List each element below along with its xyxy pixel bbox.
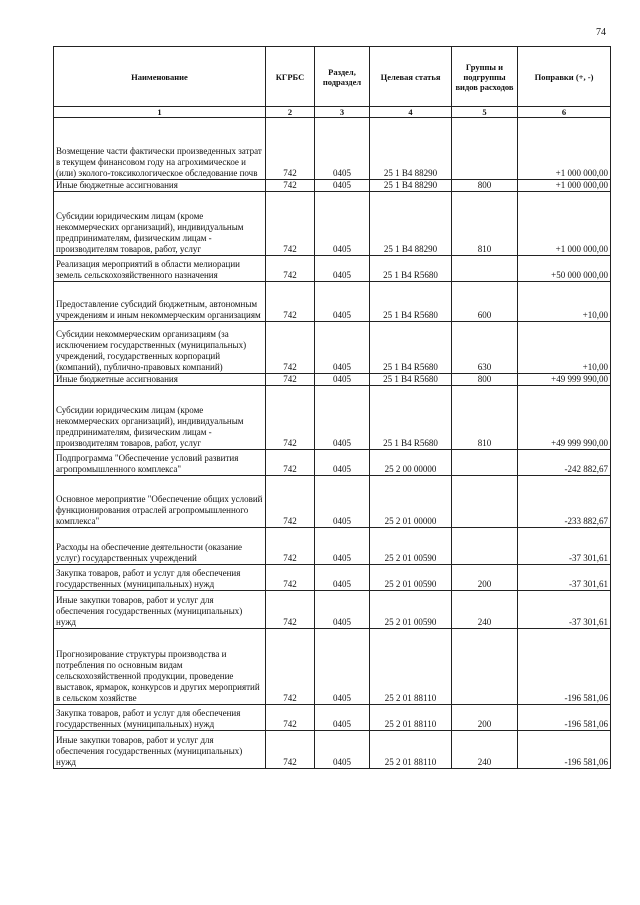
cell-article: 25 1 В4 88290 bbox=[370, 180, 452, 192]
column-number: 1 bbox=[54, 107, 266, 118]
cell-kgrbs: 742 bbox=[266, 386, 315, 450]
cell-article: 25 1 В4 R5680 bbox=[370, 256, 452, 282]
cell-name: Возмещение части фактически произведенных затрат в текущем финансовом году на агрохимическое и (или) эколого-токсикологическое обследование почв bbox=[54, 118, 266, 180]
table-row bbox=[54, 180, 611, 192]
table-row bbox=[54, 528, 611, 565]
cell-amount: +49 999 990,00 bbox=[518, 386, 611, 450]
cell-kgrbs: 742 bbox=[266, 180, 315, 192]
cell-group: 200 bbox=[452, 565, 518, 591]
cell-article: 25 2 01 88110 bbox=[370, 705, 452, 731]
cell-name: Иные бюджетные ассигнования bbox=[54, 180, 266, 192]
cell-kgrbs: 742 bbox=[266, 476, 315, 528]
cell-kgrbs: 742 bbox=[266, 118, 315, 180]
cell-name: Субсидии некоммерческим организациям (за исключением государственных (муниципальных) учреждений, государственных корпораций (компаний), публично-правовых компаний) bbox=[54, 322, 266, 374]
cell-kgrbs: 742 bbox=[266, 731, 315, 769]
column-number: 4 bbox=[370, 107, 452, 118]
cell-group bbox=[452, 476, 518, 528]
cell-kgrbs: 742 bbox=[266, 591, 315, 629]
cell-section: 0405 bbox=[315, 282, 370, 322]
cell-section: 0405 bbox=[315, 118, 370, 180]
table-row bbox=[54, 565, 611, 591]
table-header-row bbox=[54, 47, 611, 107]
cell-name: Закупка товаров, работ и услуг для обеспечения государственных (муниципальных) нужд bbox=[54, 705, 266, 731]
cell-amount: -196 581,06 bbox=[518, 705, 611, 731]
table-row bbox=[54, 322, 611, 374]
cell-amount: +10,00 bbox=[518, 282, 611, 322]
cell-name: Подпрограмма "Обеспечение условий развития агропромышленного комплекса" bbox=[54, 450, 266, 476]
cell-amount: +10,00 bbox=[518, 322, 611, 374]
cell-amount: -37 301,61 bbox=[518, 528, 611, 565]
cell-name: Иные бюджетные ассигнования bbox=[54, 374, 266, 386]
cell-group: 810 bbox=[452, 386, 518, 450]
table-row bbox=[54, 118, 611, 180]
cell-group bbox=[452, 528, 518, 565]
cell-kgrbs: 742 bbox=[266, 450, 315, 476]
cell-amount: +49 999 990,00 bbox=[518, 374, 611, 386]
cell-article: 25 2 01 00000 bbox=[370, 476, 452, 528]
cell-kgrbs: 742 bbox=[266, 528, 315, 565]
cell-kgrbs: 742 bbox=[266, 192, 315, 256]
cell-amount: -196 581,06 bbox=[518, 629, 611, 705]
cell-article: 25 1 В4 R5680 bbox=[370, 374, 452, 386]
table-row bbox=[54, 192, 611, 256]
cell-section: 0405 bbox=[315, 565, 370, 591]
table-row bbox=[54, 476, 611, 528]
cell-group: 800 bbox=[452, 180, 518, 192]
cell-group: 240 bbox=[452, 591, 518, 629]
cell-name: Субсидии юридическим лицам (кроме некоммерческих организаций), индивидуальным предпринимателям, физическим лицам - производителям товаров, работ, услуг bbox=[54, 386, 266, 450]
cell-article: 25 2 00 00000 bbox=[370, 450, 452, 476]
cell-group: 800 bbox=[452, 374, 518, 386]
column-number: 6 bbox=[518, 107, 611, 118]
cell-group bbox=[452, 629, 518, 705]
table-row bbox=[54, 591, 611, 629]
cell-amount: +50 000 000,00 bbox=[518, 256, 611, 282]
cell-article: 25 2 01 00590 bbox=[370, 591, 452, 629]
cell-article: 25 1 В4 88290 bbox=[370, 192, 452, 256]
cell-kgrbs: 742 bbox=[266, 322, 315, 374]
cell-article: 25 2 01 88110 bbox=[370, 731, 452, 769]
cell-group bbox=[452, 256, 518, 282]
cell-article: 25 1 В4 R5680 bbox=[370, 322, 452, 374]
table-row bbox=[54, 731, 611, 769]
cell-article: 25 1 В4 R5680 bbox=[370, 386, 452, 450]
cell-group bbox=[452, 118, 518, 180]
cell-section: 0405 bbox=[315, 192, 370, 256]
cell-section: 0405 bbox=[315, 180, 370, 192]
cell-group: 810 bbox=[452, 192, 518, 256]
cell-name: Иные закупки товаров, работ и услуг для обеспечения государственных (муниципальных) нужд bbox=[54, 731, 266, 769]
cell-kgrbs: 742 bbox=[266, 282, 315, 322]
table-row bbox=[54, 374, 611, 386]
cell-kgrbs: 742 bbox=[266, 705, 315, 731]
cell-name: Закупка товаров, работ и услуг для обеспечения государственных (муниципальных) нужд bbox=[54, 565, 266, 591]
cell-article: 25 2 01 00590 bbox=[370, 528, 452, 565]
column-number: 2 bbox=[266, 107, 315, 118]
cell-article: 25 2 01 88110 bbox=[370, 629, 452, 705]
cell-section: 0405 bbox=[315, 476, 370, 528]
cell-name: Реализация мероприятий в области мелиорации земель сельскохозяйственного назначения bbox=[54, 256, 266, 282]
cell-section: 0405 bbox=[315, 629, 370, 705]
header-group: Группы и подгруппы видов расходов bbox=[452, 47, 518, 107]
column-number-row bbox=[54, 107, 611, 118]
cell-section: 0405 bbox=[315, 322, 370, 374]
header-amount: Поправки (+, -) bbox=[518, 47, 611, 107]
header-name: Наименование bbox=[54, 47, 266, 107]
cell-section: 0405 bbox=[315, 705, 370, 731]
budget-table bbox=[53, 46, 611, 769]
cell-amount: +1 000 000,00 bbox=[518, 180, 611, 192]
header-kgrbs: КГРБС bbox=[266, 47, 315, 107]
cell-article: 25 2 01 00590 bbox=[370, 565, 452, 591]
cell-amount: -233 882,67 bbox=[518, 476, 611, 528]
header-section: Раздел, подраздел bbox=[315, 47, 370, 107]
cell-group: 630 bbox=[452, 322, 518, 374]
cell-amount: +1 000 000,00 bbox=[518, 192, 611, 256]
table-row bbox=[54, 256, 611, 282]
table-row bbox=[54, 705, 611, 731]
cell-amount: -37 301,61 bbox=[518, 591, 611, 629]
cell-group: 240 bbox=[452, 731, 518, 769]
cell-kgrbs: 742 bbox=[266, 629, 315, 705]
cell-name: Основное мероприятие "Обеспечение общих условий функционирования отраслей агропромышленного комплекса" bbox=[54, 476, 266, 528]
cell-article: 25 1 В4 R5680 bbox=[370, 282, 452, 322]
cell-section: 0405 bbox=[315, 374, 370, 386]
table-row bbox=[54, 629, 611, 705]
cell-kgrbs: 742 bbox=[266, 256, 315, 282]
cell-amount: -196 581,06 bbox=[518, 731, 611, 769]
cell-section: 0405 bbox=[315, 256, 370, 282]
cell-section: 0405 bbox=[315, 591, 370, 629]
cell-section: 0405 bbox=[315, 528, 370, 565]
table-row bbox=[54, 386, 611, 450]
cell-name: Расходы на обеспечение деятельности (оказание услуг) государственных учреждений bbox=[54, 528, 266, 565]
table-row bbox=[54, 450, 611, 476]
column-number: 3 bbox=[315, 107, 370, 118]
header-article: Целевая статья bbox=[370, 47, 452, 107]
cell-section: 0405 bbox=[315, 450, 370, 476]
cell-amount: -242 882,67 bbox=[518, 450, 611, 476]
page-number: 74 bbox=[596, 27, 606, 38]
cell-kgrbs: 742 bbox=[266, 374, 315, 386]
column-number: 5 bbox=[452, 107, 518, 118]
cell-name: Предоставление субсидий бюджетным, автономным учреждениям и иным некоммерческим организациям bbox=[54, 282, 266, 322]
cell-section: 0405 bbox=[315, 731, 370, 769]
cell-name: Субсидии юридическим лицам (кроме некоммерческих организаций), индивидуальным предпринимателям, физическим лицам - производителям товаров, работ, услуг bbox=[54, 192, 266, 256]
cell-name: Иные закупки товаров, работ и услуг для обеспечения государственных (муниципальных) нужд bbox=[54, 591, 266, 629]
cell-name: Прогнозирование структуры производства и потребления по основным видам сельскохозяйственной продукции, проведение выставок, ярмарок, конкурсов и других мероприятий в сельском хозяйстве bbox=[54, 629, 266, 705]
cell-section: 0405 bbox=[315, 386, 370, 450]
cell-group: 200 bbox=[452, 705, 518, 731]
cell-amount: +1 000 000,00 bbox=[518, 118, 611, 180]
cell-kgrbs: 742 bbox=[266, 565, 315, 591]
table-row bbox=[54, 282, 611, 322]
cell-amount: -37 301,61 bbox=[518, 565, 611, 591]
cell-group: 600 bbox=[452, 282, 518, 322]
cell-group bbox=[452, 450, 518, 476]
cell-article: 25 1 В4 88290 bbox=[370, 118, 452, 180]
